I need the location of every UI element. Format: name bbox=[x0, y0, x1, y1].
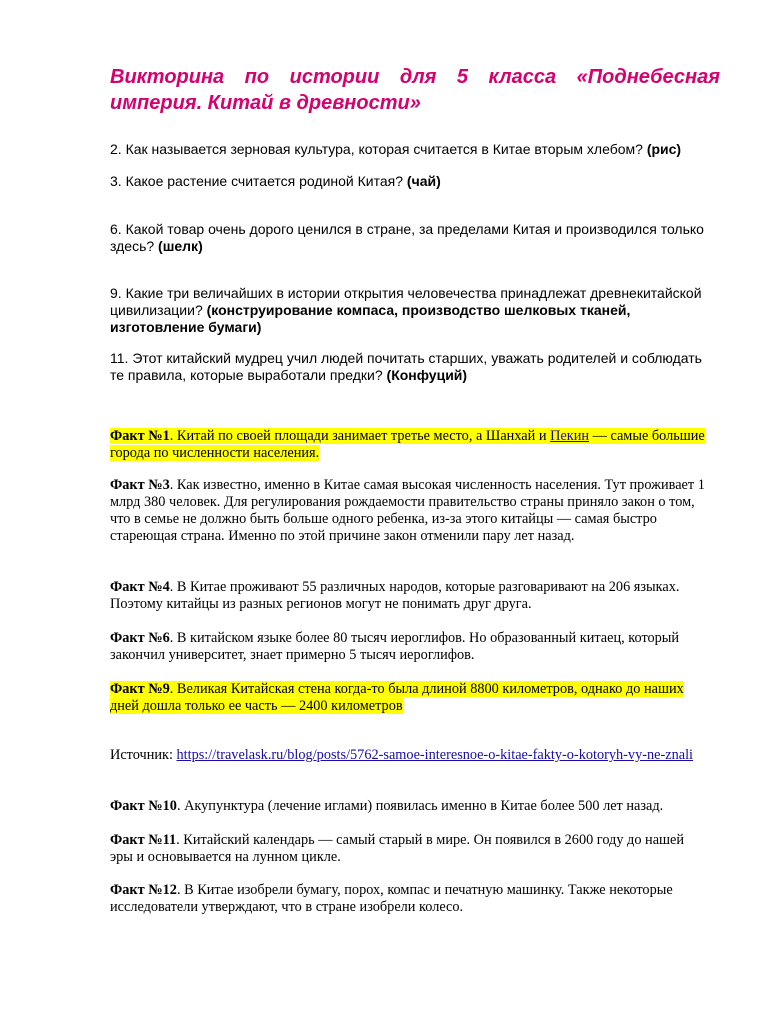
question-text: 9. Какие три величайших в истории открытия человечества принадлежат древнекитайской цивилизации? bbox=[110, 285, 702, 318]
fact-text: . Великая Китайская стена когда-то была длиной 8800 километров, однако до наших дней дошла только ее часть — 2400 километров bbox=[110, 681, 684, 714]
source-link[interactable]: https://travelask.ru/blog/posts/5762-samoe-interesnoe-o-kitae-fakty-o-kotoryh-vy-ne-znali bbox=[176, 747, 694, 763]
fact-link-pekin[interactable]: Пекин bbox=[550, 428, 589, 444]
fact-3 bbox=[110, 477, 710, 545]
question-3 bbox=[110, 173, 710, 190]
question-text: 2. Как называется зерновая культура, которая считается в Китае вторым хлебом? bbox=[110, 141, 643, 157]
question-answer: (рис) bbox=[646, 141, 682, 157]
fact-1 bbox=[110, 428, 710, 462]
question-2 bbox=[110, 141, 710, 158]
question-6 bbox=[110, 221, 710, 255]
fact-label: Факт №10 bbox=[110, 798, 177, 814]
fact-10 bbox=[110, 798, 710, 815]
fact-text: . В китайском языке более 80 тысяч иероглифов. Но образованный китаец, который закончил университет, знает примерно 5 тысяч иероглифов. bbox=[110, 630, 680, 663]
fact-text: . В Китае изобрели бумагу, порох, компас и печатную машинку. Также некоторые исследователи утверждают, что в стране изобрели колесо. bbox=[110, 882, 673, 915]
source-label: Источник: bbox=[110, 747, 177, 763]
fact-label: Факт №9 bbox=[110, 681, 170, 697]
fact-text: . Китайский календарь — самый старый в мире. Он появился в 2600 году до нашей эры и основывается на лунном цикле. bbox=[110, 832, 685, 865]
fact-label: Факт №12 bbox=[110, 882, 177, 898]
question-11 bbox=[110, 350, 710, 384]
question-answer: (конструирование компаса, производство шелковых тканей, изготовление бумаги) bbox=[110, 302, 631, 335]
fact-label: Факт №1 bbox=[110, 428, 170, 444]
fact-text: . В Китае проживают 55 различных народов, которые разговаривают на 206 языках. Поэтому китайцы из разных регионов могут не понимать друг друга. bbox=[110, 579, 680, 612]
fact-label: Факт №3 bbox=[110, 477, 170, 493]
quiz-title: Викторина по истории для 5 класса «Поднебесная империя. Китай в древности» bbox=[110, 66, 720, 114]
question-answer: (чай) bbox=[406, 173, 441, 189]
fact-11 bbox=[110, 832, 710, 866]
question-text: 3. Какое растение считается родиной Китая? bbox=[110, 173, 404, 189]
question-answer: (Конфуций) bbox=[386, 367, 468, 383]
fact-label: Факт №11 bbox=[110, 832, 177, 848]
question-9 bbox=[110, 285, 710, 336]
fact-text: — самые большие города по численности населения. bbox=[110, 428, 705, 461]
fact-text: . Китай по своей площади занимает третье место, а Шанхай и bbox=[169, 428, 551, 444]
fact-label: Факт №6 bbox=[110, 630, 170, 646]
fact-6 bbox=[110, 630, 710, 664]
fact-text: . Как известно, именно в Китае самая высокая численность населения. Тут проживает 1 млрд 380 человек. Для регулирования рождаемости правительство страны приняло закон о том, что в семье не должно быть больше одного ребенка, из-за этого китайцы — самая быстро стареющая страна. Именно по этой причине закон отменили пару лет назад. bbox=[110, 477, 705, 544]
source bbox=[110, 747, 710, 764]
fact-text: . Акупунктура (лечение иглами) появилась именно в Китае более 500 лет назад. bbox=[176, 798, 664, 814]
fact-label: Факт №4 bbox=[110, 579, 170, 595]
fact-12 bbox=[110, 882, 710, 916]
fact-4 bbox=[110, 579, 710, 613]
question-text: 6. Какой товар очень дорого ценился в стране, за пределами Китая и производился только здесь? bbox=[110, 221, 704, 254]
question-answer: (шелк) bbox=[158, 238, 203, 254]
fact-9 bbox=[110, 681, 710, 715]
question-text: 11. Этот китайский мудрец учил людей почитать старших, уважать родителей и соблюдать те правила, которые выработали предки? bbox=[110, 350, 702, 383]
